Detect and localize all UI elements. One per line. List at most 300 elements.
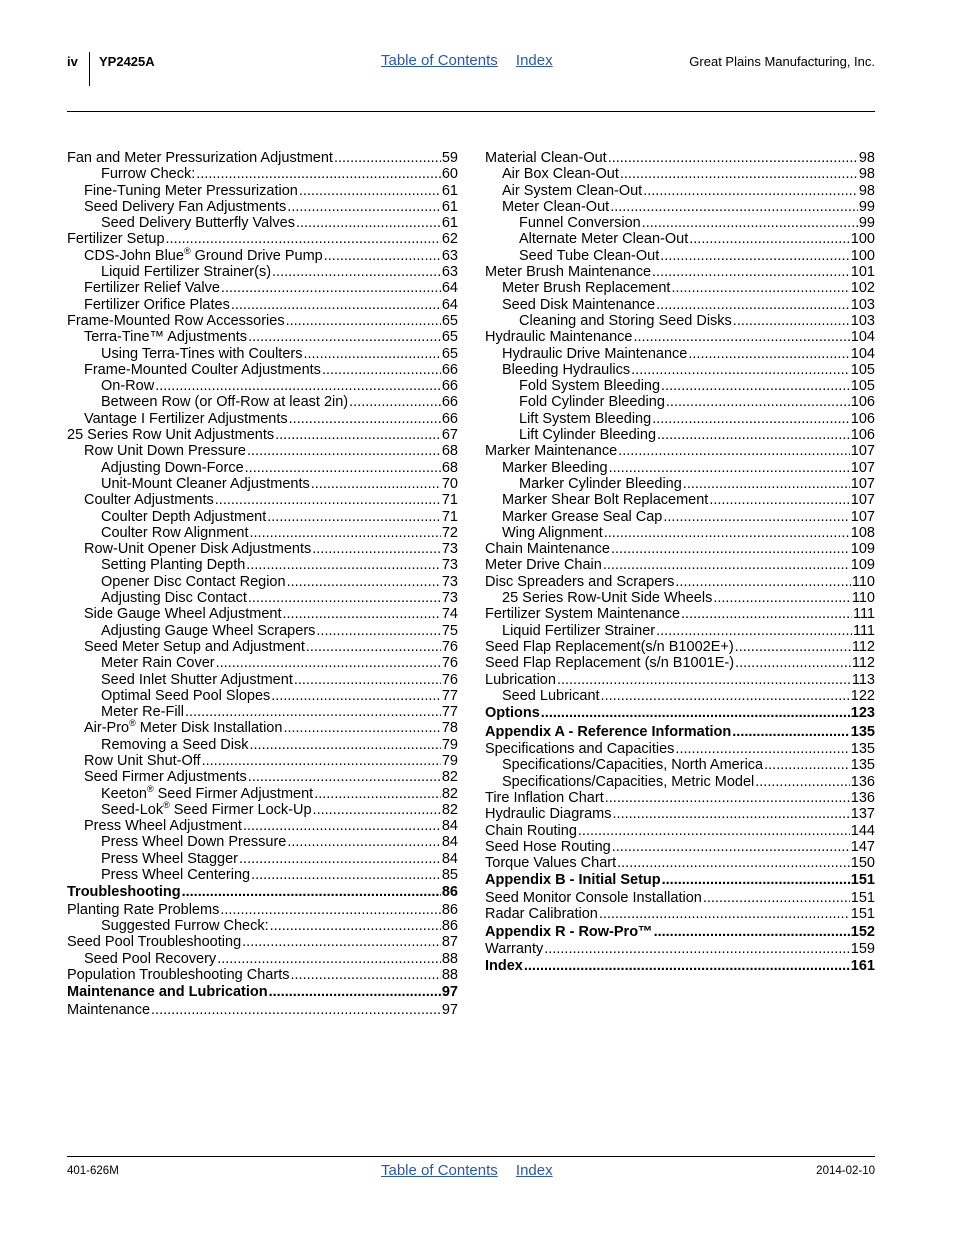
toc-entry[interactable]	[485, 378, 875, 394]
toc-entry-title: Specifications and Capacities	[485, 741, 675, 758]
toc-entry[interactable]	[67, 883, 458, 902]
toc-entry[interactable]	[67, 934, 458, 950]
toc-page-number: 150	[850, 855, 875, 872]
toc-entry-title: On-Row	[101, 378, 155, 395]
toc-entry[interactable]	[67, 769, 458, 785]
toc-entry[interactable]	[485, 688, 875, 704]
toc-entry[interactable]	[67, 280, 458, 296]
toc-page-number: 159	[850, 941, 875, 958]
toc-entry[interactable]	[485, 248, 875, 264]
toc-entry[interactable]	[67, 150, 458, 166]
dot-leader	[604, 525, 850, 541]
toc-entry-title: Fertilizer System Maintenance	[485, 606, 681, 623]
toc-entry[interactable]	[485, 757, 875, 773]
dot-leader	[269, 983, 441, 1002]
index-link[interactable]: Index	[515, 52, 553, 69]
toc-entry-title: Index	[485, 958, 523, 975]
toc-entry[interactable]	[485, 806, 875, 822]
toc-entry[interactable]	[485, 394, 875, 410]
toc-page-number: 87	[441, 934, 458, 951]
toc-page-number: 82	[441, 769, 458, 786]
toc-entry-title: Seed Lubricant	[502, 687, 600, 704]
dot-leader	[313, 802, 441, 818]
toc-entry-title: Fertilizer Orifice Plates	[84, 296, 230, 313]
toc-entry[interactable]	[67, 590, 458, 606]
toc-entry[interactable]	[485, 443, 875, 459]
toc-entry-title: Setting Planting Depth	[101, 557, 246, 574]
dot-leader	[689, 231, 850, 247]
toc-entry-title: Hydraulic Drive Maintenance	[502, 345, 688, 362]
toc-page-number: 105	[850, 361, 875, 378]
toc-page-number: 136	[850, 773, 875, 790]
toc-entry-title: Lubrication	[485, 671, 556, 688]
dot-leader	[306, 639, 441, 655]
toc-entry[interactable]	[67, 639, 458, 655]
toc-entry[interactable]	[485, 166, 875, 182]
toc-entry-title: Maintenance	[67, 1001, 151, 1018]
toc-entry[interactable]	[67, 672, 458, 688]
toc-page-number: 98	[858, 182, 875, 199]
toc-page-number: 79	[441, 752, 458, 769]
toc-entry[interactable]	[67, 492, 458, 508]
toc-entry[interactable]	[67, 460, 458, 476]
toc-entry[interactable]	[67, 737, 458, 753]
toc-entry[interactable]	[485, 215, 875, 231]
toc-entry[interactable]	[67, 951, 458, 967]
index-link[interactable]: Index	[515, 1162, 553, 1179]
toc-page-number: 122	[850, 687, 875, 704]
toc-column-left	[67, 150, 458, 1018]
dot-leader	[349, 394, 441, 410]
toc-page-number: 75	[441, 622, 458, 639]
dot-leader	[251, 867, 441, 883]
toc-entry[interactable]	[485, 823, 875, 839]
toc-entry[interactable]	[67, 623, 458, 639]
toc-link[interactable]: Table of Contents	[381, 1162, 498, 1179]
dot-leader	[299, 183, 441, 199]
toc-entry-title: Fold Cylinder Bleeding	[519, 394, 665, 411]
toc-entry[interactable]	[67, 541, 458, 557]
toc-page-number: 137	[850, 806, 875, 823]
toc-page-number: 78	[441, 720, 458, 737]
toc-page-number: 106	[850, 427, 875, 444]
toc-entry[interactable]	[67, 851, 458, 867]
toc-entry[interactable]	[67, 362, 458, 378]
document-code: 401-626M	[67, 1165, 119, 1177]
toc-entry-title: Fold System Bleeding	[519, 378, 661, 395]
toc-entry-title: Seed-Lok® Seed Firmer Lock-Up	[101, 799, 312, 818]
toc-entry-title: Appendix R - Row-Pro™	[485, 923, 653, 940]
dot-leader	[283, 720, 440, 736]
toc-entry[interactable]	[485, 362, 875, 378]
toc-page-number: 151	[850, 872, 875, 889]
dot-leader	[155, 378, 441, 394]
toc-entry[interactable]	[67, 867, 458, 883]
toc-entry[interactable]	[485, 839, 875, 855]
dot-leader	[314, 786, 441, 802]
toc-page-number: 84	[441, 834, 458, 851]
toc-entry-title: Liquid Fertilizer Strainer(s)	[101, 264, 272, 281]
toc-entry-title: Side Gauge Wheel Adjustment	[84, 606, 282, 623]
toc-entry[interactable]	[485, 231, 875, 247]
toc-entry[interactable]	[485, 672, 875, 688]
toc-entry-title: Fertilizer Setup	[67, 231, 165, 248]
toc-entry[interactable]	[67, 1002, 458, 1018]
toc-page-number: 104	[850, 329, 875, 346]
toc-entry-title: Adjusting Down-Force	[101, 459, 244, 476]
dot-leader	[334, 150, 441, 166]
toc-page-number: 151	[850, 906, 875, 923]
toc-entry-title: Furrow Check:	[101, 166, 196, 183]
toc-entry[interactable]	[485, 723, 875, 742]
dot-leader	[652, 264, 850, 280]
toc-entry-title: Seed Disk Maintenance	[502, 296, 656, 313]
toc-entry[interactable]	[67, 443, 458, 459]
toc-entry-title: CDS-John Blue® Ground Drive Pump	[84, 245, 323, 264]
toc-entry[interactable]	[485, 923, 875, 942]
toc-page-number: 63	[441, 247, 458, 264]
dot-leader	[294, 672, 441, 688]
toc-page-number: 106	[850, 410, 875, 427]
toc-entry-title: Meter Brush Replacement	[502, 280, 671, 297]
toc-entry-title: Marker Maintenance	[485, 443, 618, 460]
dot-leader	[324, 248, 441, 264]
dot-leader	[151, 1002, 441, 1018]
toc-entry[interactable]	[485, 855, 875, 871]
toc-entry-title: Press Wheel Centering	[101, 867, 251, 884]
toc-page-number: 59	[441, 150, 458, 166]
dot-leader	[311, 476, 441, 492]
toc-entry-title: Disc Spreaders and Scrapers	[485, 573, 675, 590]
dot-leader	[286, 313, 441, 329]
dot-leader	[601, 688, 850, 704]
toc-entry-title: Coulter Depth Adjustment	[101, 508, 267, 525]
toc-entry-title: 25 Series Row-Unit Side Wheels	[502, 590, 713, 607]
toc-entry[interactable]	[485, 427, 875, 443]
toc-page-number: 108	[850, 524, 875, 541]
toc-page-number: 97	[441, 984, 458, 1001]
toc-page-number: 107	[850, 443, 875, 460]
toc-entry[interactable]	[485, 941, 875, 957]
toc-page-number: 113	[851, 671, 875, 688]
toc-entry-title: Seed Delivery Fan Adjustments	[84, 198, 287, 215]
toc-page-number: 84	[441, 850, 458, 867]
toc-page-number: 68	[441, 459, 458, 476]
toc-entry[interactable]	[67, 411, 458, 427]
toc-entry[interactable]	[485, 574, 875, 590]
toc-entry-title: Coulter Adjustments	[84, 492, 214, 509]
dot-leader	[611, 541, 850, 557]
toc-page-number: 85	[441, 867, 458, 884]
toc-entry[interactable]	[67, 753, 458, 769]
toc-entry[interactable]	[67, 967, 458, 983]
dot-leader	[248, 329, 441, 345]
dot-leader	[703, 890, 850, 906]
dot-leader	[634, 329, 850, 345]
dot-leader	[618, 443, 850, 459]
toc-entry-title: Chain Routing	[485, 822, 577, 839]
toc-entry[interactable]	[485, 623, 875, 639]
toc-entry-title: Adjusting Gauge Wheel Scrapers	[101, 622, 316, 639]
toc-entry[interactable]	[485, 199, 875, 215]
toc-entry[interactable]	[67, 378, 458, 394]
toc-entry[interactable]	[485, 906, 875, 922]
toc-page-number: 135	[850, 757, 875, 774]
toc-entry[interactable]	[485, 297, 875, 313]
toc-entry[interactable]	[485, 280, 875, 296]
toc-entry[interactable]	[485, 313, 875, 329]
toc-entry-title: Hydraulic Diagrams	[485, 806, 612, 823]
dot-leader	[267, 509, 441, 525]
toc-entry-title: Seed Flap Replacement(s/n B1002E+)	[485, 638, 734, 655]
toc-entry[interactable]	[67, 574, 458, 590]
toc-page-number: 63	[441, 264, 458, 281]
toc-entry[interactable]	[67, 346, 458, 362]
footer-nav	[381, 1162, 553, 1179]
toc-page-number: 73	[441, 557, 458, 574]
toc-page-number: 70	[441, 475, 458, 492]
toc-entry[interactable]	[67, 557, 458, 573]
toc-entry-title: Opener Disc Contact Region	[101, 573, 286, 590]
toc-entry[interactable]	[67, 606, 458, 622]
toc-page-number: 100	[850, 247, 875, 264]
dot-leader	[733, 313, 850, 329]
toc-page-number: 84	[441, 818, 458, 835]
toc-entry-title: Air Box Clean-Out	[502, 166, 619, 183]
toc-page-number: 76	[441, 671, 458, 688]
toc-entry[interactable]	[485, 890, 875, 906]
dot-leader	[709, 492, 849, 508]
dot-leader	[732, 723, 850, 742]
toc-entry[interactable]	[485, 590, 875, 606]
toc-entry[interactable]	[67, 525, 458, 541]
dot-leader	[270, 918, 441, 934]
toc-entry-title: Fine-Tuning Meter Pressurization	[84, 182, 298, 199]
toc-entry-title: Frame-Mounted Row Accessories	[67, 312, 285, 329]
toc-entry-title: Bleeding Hydraulics	[502, 361, 631, 378]
dot-leader	[603, 557, 850, 573]
toc-entry[interactable]	[485, 639, 875, 655]
toc-page-number: 68	[441, 443, 458, 460]
toc-entry[interactable]	[67, 264, 458, 280]
toc-entry[interactable]	[67, 704, 458, 720]
toc-page-number: 86	[441, 918, 458, 935]
toc-entry[interactable]	[485, 509, 875, 525]
toc-page-number: 97	[441, 1001, 458, 1018]
toc-entry[interactable]	[485, 346, 875, 362]
toc-page-number: 144	[850, 822, 875, 839]
toc-page-number: 66	[441, 378, 458, 395]
toc-entry[interactable]	[485, 183, 875, 199]
toc-page-number: 103	[850, 312, 875, 329]
dot-leader	[613, 806, 850, 822]
dot-leader	[242, 934, 441, 950]
toc-page-number: 123	[850, 705, 875, 722]
toc-entry[interactable]	[485, 476, 875, 492]
toc-entry[interactable]	[485, 329, 875, 345]
toc-entry[interactable]	[485, 655, 875, 671]
toc-entry-title: Wing Alignment	[502, 524, 603, 541]
toc-link[interactable]: Table of Contents	[381, 52, 498, 69]
toc-entry-title: Meter Rain Cover	[101, 655, 215, 672]
toc-page-number: 109	[850, 541, 875, 558]
toc-entry[interactable]	[485, 871, 875, 890]
dot-leader	[247, 443, 441, 459]
toc-entry[interactable]	[67, 509, 458, 525]
toc-page-number: 71	[441, 508, 458, 525]
toc-entry-title: Row Unit Down Pressure	[84, 443, 246, 460]
toc-entry-title: Population Troubleshooting Charts	[67, 967, 290, 984]
toc-page-number: 135	[850, 723, 875, 740]
toc-entry[interactable]	[67, 166, 458, 182]
dot-leader	[282, 606, 440, 622]
dot-leader	[666, 394, 850, 410]
dot-leader	[215, 492, 441, 508]
toc-entry[interactable]	[485, 774, 875, 790]
toc-entry-title: Row-Unit Opener Disk Adjustments	[84, 541, 312, 558]
toc-entry[interactable]	[67, 476, 458, 492]
header-nav	[381, 52, 553, 69]
dot-leader	[217, 951, 441, 967]
toc-page-number: 136	[850, 789, 875, 806]
toc-entry-title: Removing a Seed Disk	[101, 736, 249, 753]
dot-leader	[599, 906, 850, 922]
dot-leader	[656, 297, 850, 313]
toc-entry-title: Seed Delivery Butterfly Valves	[101, 215, 295, 232]
toc-entry[interactable]	[485, 525, 875, 541]
toc-entry[interactable]	[485, 411, 875, 427]
toc-entry[interactable]	[485, 606, 875, 622]
toc-entry[interactable]	[485, 150, 875, 166]
toc-entry[interactable]	[67, 215, 458, 231]
toc-entry[interactable]	[67, 783, 458, 802]
toc-entry[interactable]	[67, 297, 458, 313]
toc-entry-title: Optimal Seed Pool Slopes	[101, 687, 271, 704]
toc-entry-title: Marker Cylinder Bleeding	[519, 475, 682, 492]
toc-entry[interactable]	[67, 183, 458, 199]
dot-leader	[605, 790, 850, 806]
toc-entry[interactable]	[67, 427, 458, 443]
toc-page-number: 107	[850, 492, 875, 509]
toc-entry-title: Seed Firmer Adjustments	[84, 769, 247, 786]
toc-page-number: 72	[441, 524, 458, 541]
toc-entry-title: Marker Grease Seal Cap	[502, 508, 663, 525]
toc-page-number: 71	[441, 492, 458, 509]
dot-leader	[296, 215, 441, 231]
toc-entry-title: Suggested Furrow Check:	[101, 918, 269, 935]
toc-page-number: 110	[851, 590, 875, 607]
toc-entry[interactable]	[485, 957, 875, 976]
toc-entry[interactable]	[485, 741, 875, 757]
toc-page-number: 76	[441, 638, 458, 655]
toc-entry-title: Vantage I Fertilizer Adjustments	[84, 410, 288, 427]
toc-entry[interactable]	[67, 918, 458, 934]
dot-leader	[182, 883, 441, 902]
toc-entry[interactable]	[67, 799, 458, 818]
toc-page-number: 65	[441, 345, 458, 362]
dot-leader	[713, 590, 851, 606]
toc-entry-title: Terra-Tine™ Adjustments	[84, 329, 248, 346]
toc-entry[interactable]	[485, 492, 875, 508]
toc-entry[interactable]	[485, 541, 875, 557]
toc-entry[interactable]	[67, 688, 458, 704]
toc-entry-title: Seed Hose Routing	[485, 838, 611, 855]
toc-entry[interactable]	[67, 834, 458, 850]
toc-page-number: 62	[441, 231, 458, 248]
dot-leader	[663, 509, 849, 525]
dot-leader	[654, 923, 850, 942]
toc-entry[interactable]	[485, 704, 875, 723]
toc-entry[interactable]	[67, 199, 458, 215]
dot-leader	[250, 737, 441, 753]
toc-entry[interactable]	[485, 790, 875, 806]
toc-page-number: 73	[441, 573, 458, 590]
toc-entry[interactable]	[67, 313, 458, 329]
dot-leader	[620, 166, 858, 182]
toc-page-number: 76	[441, 655, 458, 672]
toc-page-number: 99	[858, 215, 875, 232]
toc-entry-title: Chain Maintenance	[485, 541, 610, 558]
toc-page-number: 65	[441, 329, 458, 346]
dot-leader	[643, 183, 858, 199]
toc-entry[interactable]	[67, 983, 458, 1002]
dot-leader	[289, 411, 441, 427]
dot-leader	[661, 378, 850, 394]
dot-leader	[287, 834, 441, 850]
toc-entry[interactable]	[485, 264, 875, 280]
toc-page-number: 98	[858, 150, 875, 166]
toc-entry[interactable]	[67, 655, 458, 671]
toc-entry-title: Unit-Mount Cleaner Adjustments	[101, 475, 310, 492]
toc-entry[interactable]	[67, 231, 458, 247]
dot-leader	[196, 166, 441, 182]
toc-entry[interactable]	[67, 394, 458, 410]
dot-leader	[322, 362, 441, 378]
dot-leader	[303, 346, 440, 362]
toc-entry-title: Planting Rate Problems	[67, 901, 220, 918]
dot-leader	[272, 264, 441, 280]
footer-rule	[67, 1156, 875, 1157]
toc-entry-title: Radar Calibration	[485, 906, 598, 923]
toc-entry[interactable]	[67, 818, 458, 834]
toc-page-number: 107	[850, 508, 875, 525]
toc-entry[interactable]	[67, 329, 458, 345]
toc-entry[interactable]	[67, 902, 458, 918]
toc-entry-title: Seed Meter Setup and Adjustment	[84, 638, 305, 655]
toc-entry-title: Press Wheel Stagger	[101, 850, 239, 867]
dot-leader	[524, 957, 850, 976]
toc-entry[interactable]	[485, 460, 875, 476]
dot-leader	[660, 248, 850, 264]
toc-entry-title: Meter Clean-Out	[502, 198, 610, 215]
toc-page-number: 103	[850, 296, 875, 313]
toc-page-number: 151	[850, 889, 875, 906]
dot-leader	[231, 297, 441, 313]
toc-entry[interactable]	[67, 245, 458, 264]
toc-page-number: 65	[441, 312, 458, 329]
toc-page-number: 109	[850, 557, 875, 574]
header-rule	[67, 111, 875, 112]
dot-leader	[312, 541, 441, 557]
dot-leader	[675, 741, 849, 757]
dot-leader	[245, 460, 441, 476]
toc-entry-title: Appendix B - Initial Setup	[485, 872, 661, 889]
dot-leader	[609, 460, 850, 476]
toc-entry[interactable]	[485, 557, 875, 573]
toc-page-number: 79	[441, 736, 458, 753]
toc-entry[interactable]	[67, 720, 458, 736]
toc-page-number: 61	[441, 182, 458, 199]
